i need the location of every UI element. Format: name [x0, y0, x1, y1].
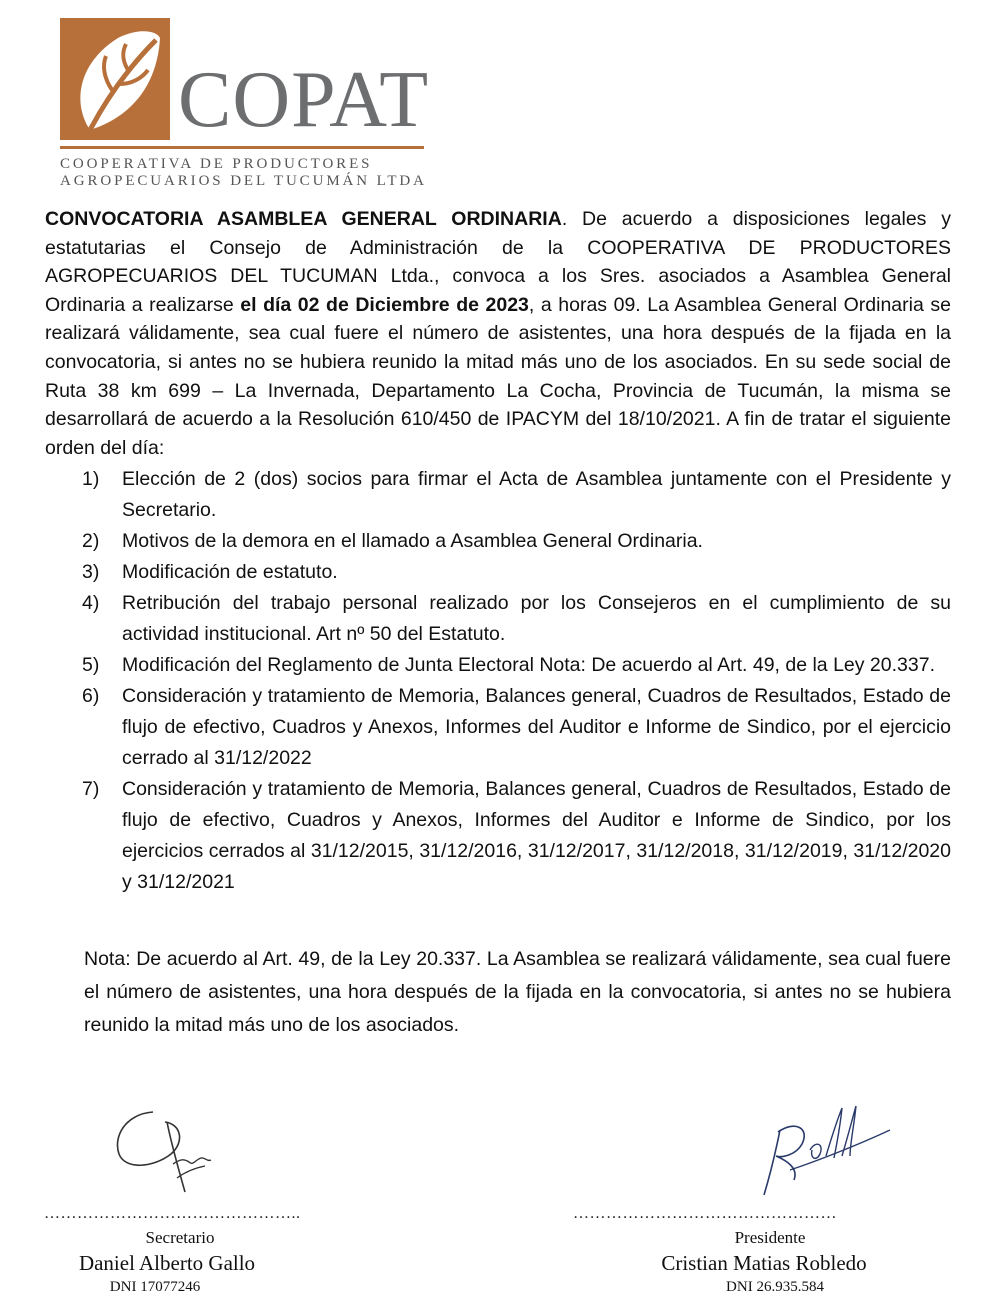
- president-signature-line: …………………………………………: [573, 1205, 837, 1222]
- agenda-item: [45, 557, 951, 588]
- agenda-item-number: 3): [82, 561, 100, 583]
- agenda-item-text: Motivos de la demora en el llamado a Asamblea General Ordinaria.: [122, 530, 703, 552]
- secretary-signature-line: ………………………………………..: [44, 1205, 301, 1222]
- secretary-dni: DNI 17077246: [109, 1279, 201, 1295]
- convocatoria-body: [45, 205, 951, 462]
- copat-logo: [60, 18, 432, 189]
- agenda-item-number: 1): [82, 468, 100, 490]
- president-dni: DNI 26.935.584: [726, 1279, 824, 1295]
- agenda-item-text: Modificación de estatuto.: [122, 561, 338, 583]
- president-name: Cristian Matias Robledo: [661, 1251, 867, 1275]
- agenda-item: [45, 464, 951, 526]
- secretary-signature-icon: [105, 1102, 235, 1197]
- agenda-item-text: Consideración y tratamiento de Memoria, Balances general, Cuadros de Resultados, Estado de flujo de efectivo, Cuadros y Anexos, Informes del Auditor e Informe de Sindico, por los ejercicios cerrados al 31/12/2015, 31/12/2016, 31/12/2017, 31/12/2018, 31/12/2019, 31/12/2020 y 31/12/2021: [122, 778, 951, 893]
- agenda-item-number: 2): [82, 530, 100, 552]
- secretary-name: Daniel Alberto Gallo: [78, 1251, 256, 1275]
- agenda-item-number: 4): [82, 592, 100, 614]
- convocatoria-paragraph: [45, 205, 951, 462]
- convocatoria-text-part1: . De acuerdo a disposiciones legales y estatutarias el Consejo de Administración de la COOPERATIVA DE PRODUCTORES AGROPECUARIOS DEL TUCUMAN Ltda., convoca a los Sres. asociados a Asamblea General Ordinaria a realizarse: [45, 208, 951, 316]
- agenda-item-text: Retribución del trabajo personal realizado por los Consejeros en el cumplimiento de su actividad institucional. Art nº 50 del Estatuto.: [122, 592, 951, 645]
- agenda-item: [45, 588, 951, 650]
- agenda-item: [45, 774, 951, 898]
- logo-subtitle-line2: AGROPECUARIOS DEL TUCUMÁN LTDA: [60, 173, 427, 189]
- leaf-logo-mark-icon: [60, 18, 170, 140]
- secretary-role: Secretario: [145, 1228, 215, 1247]
- convocatoria-heading: CONVOCATORIA ASAMBLEA GENERAL ORDINARIA: [45, 208, 562, 230]
- logo-subtitle-line1: COOPERATIVA DE PRODUCTORES: [60, 156, 373, 172]
- president-role: Presidente: [734, 1228, 806, 1247]
- assembly-date: el día 02 de Diciembre de 2023: [240, 293, 529, 316]
- agenda-item-text: Elección de 2 (dos) socios para firmar el Acta de Asamblea juntamente con el Presidente y Secretario.: [122, 468, 951, 521]
- president-signature-icon: [750, 1100, 900, 1200]
- agenda-item-text: Consideración y tratamiento de Memoria, Balances general, Cuadros de Resultados, Estado de flujo de efectivo, Cuadros y Anexos, Informes del Auditor e Informe de Sindico, por el ejercicio cerrado al 31/12/2022: [122, 685, 951, 769]
- logo-divider: [60, 146, 424, 149]
- agenda-item: [45, 681, 951, 774]
- convocatoria-text-part2: , a horas 09. La Asamblea General Ordinaria se realizará válidamente, sea cual fuere el número de asistentes, una hora después de la fijada en la convocatoria, si antes no se hubiera reunido la mitad más uno de los asociados. En su sede social de Ruta 38 km 699 – La Invernada, Departamento La Cocha, Provincia de Tucumán, la misma se desarrollará de acuerdo a la Resolución 610/450 de IPACYM del 18/10/2021. A fin de tratar el siguiente orden del día:: [45, 293, 951, 459]
- note-paragraph: Nota: De acuerdo al Art. 49, de la Ley 20.337. La Asamblea se realizará válidamente, sea cual fuere el número de asistentes, una hora después de la fijada en la convocatoria, si antes no se hubiera reunido la mitad más uno de los asociados.: [84, 948, 951, 1036]
- agenda-item-number: 7): [82, 778, 100, 800]
- agenda-item-text: Modificación del Reglamento de Junta Electoral Nota: De acuerdo al Art. 49, de la Ley 20.337.: [122, 654, 935, 676]
- agenda-item-number: 6): [82, 685, 100, 707]
- agenda-item: [45, 650, 951, 681]
- agenda-item: [45, 526, 951, 557]
- agenda-list: [45, 464, 951, 898]
- agenda-item-number: 5): [82, 654, 100, 676]
- logo-wordmark: COPAT: [178, 56, 430, 144]
